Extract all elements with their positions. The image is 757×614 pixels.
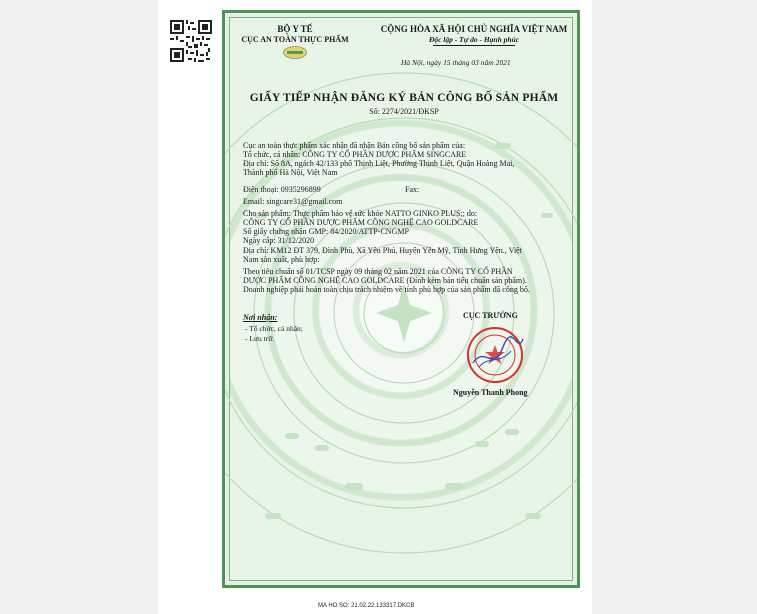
body-line-1: Cục an toàn thực phẩm xác nhận đã nhận Bản công bố sản phẩm của: [243,141,466,150]
recipients-heading: Nơi nhận: [243,313,278,322]
official-seal-icon [465,325,525,385]
body-line-address: Địa chỉ: KM12 ĐT 379, Đình Phù, Xã Yên Phú, Huyện Yên Mỹ, Tỉnh Hưng Yên., Việt [243,246,522,255]
recipient-item: - Tổ chức, cá nhân; [245,324,303,333]
body-line-phone: Điện thoại: 0935296899 [243,185,321,194]
agency-name: CỤC AN TOÀN THỰC PHẨM [241,35,349,44]
body-line-issue-date: Ngày cấp: 31/12/2020 [243,236,315,245]
body-line-standard-cont: DƯỢC PHẨM CÔNG NGHỆ CAO GOLDCARE (Đính kèm bản tiêu chuẩn sản phẩm). [243,276,527,285]
body-line-product: Cho sản phẩm: Thực phẩm bảo vệ sức khỏe NATTO GINKO PLUS;; do: [243,209,478,218]
agency-logo-icon [283,46,307,59]
national-motto: Độc lập - Tự do - Hạnh phúc [428,35,520,44]
body-line-email: Email: singcare31@gmail.com [243,197,343,206]
motto-underline [433,45,515,46]
body-line-manufacturer: CÔNG TY CỔ PHẦN DƯỢC PHẨM CÔNG NGHỆ CAO GOLDCARE [243,218,479,227]
country-name: CỘNG HÒA XÃ HỘI CHỦ NGHĨA VIỆT NAM [380,24,568,34]
document-number: Số: 2274/2021/ĐKSP [369,107,439,116]
fax-label: Fax: [405,185,420,194]
ministry-name: BỘ Y TẾ [277,24,313,34]
document-title: GIẤY TIẾP NHẬN ĐĂNG KÝ BẢN CÔNG BỐ SẢN PHẨM [249,92,559,104]
certificate-content [225,13,580,588]
body-line-2: Tổ chức, cá nhân: CÔNG TY CỔ PHẦN DƯỢC PHẨM SINGCARE [243,150,467,159]
body-line-4: Thành phố Hà Nội, Việt Nam [243,168,338,177]
body-line-responsibility: Doanh nghiệp phải hoàn toàn chịu trách nhiệm về tính phù hợp của sản phẩm đã công bố. [243,285,530,294]
qr-code [170,20,212,62]
dossier-code: MA HO SO: 21.02.22.133317.DKCB [318,603,415,609]
signer-name: Nguyễn Thanh Phong [453,388,528,397]
body-line-3: Địa chỉ: Số 8A, ngách 42/133 phố Thịnh Liệt, Phường Thịnh Liệt, Quận Hoàng Mai, [243,159,515,168]
issue-date: Hà Nội, ngày 15 tháng 03 năm 2021 [401,58,511,67]
recipient-item: - Lưu trữ. [245,334,275,343]
body-line-address-cont: Nam sản xuất, phù hợp: [243,255,320,264]
body-line-gmp: Số giấy chứng nhận GMP: 84/2020/ATTP-CNGMP [243,227,409,236]
body-line-standard: Theo tiêu chuẩn số 01/TCSP ngày 09 tháng 02 năm 2021 của CÔNG TY CỔ PHẦN [243,267,513,276]
signer-title: CỤC TRƯỞNG [463,311,518,320]
certificate-frame [222,10,580,588]
